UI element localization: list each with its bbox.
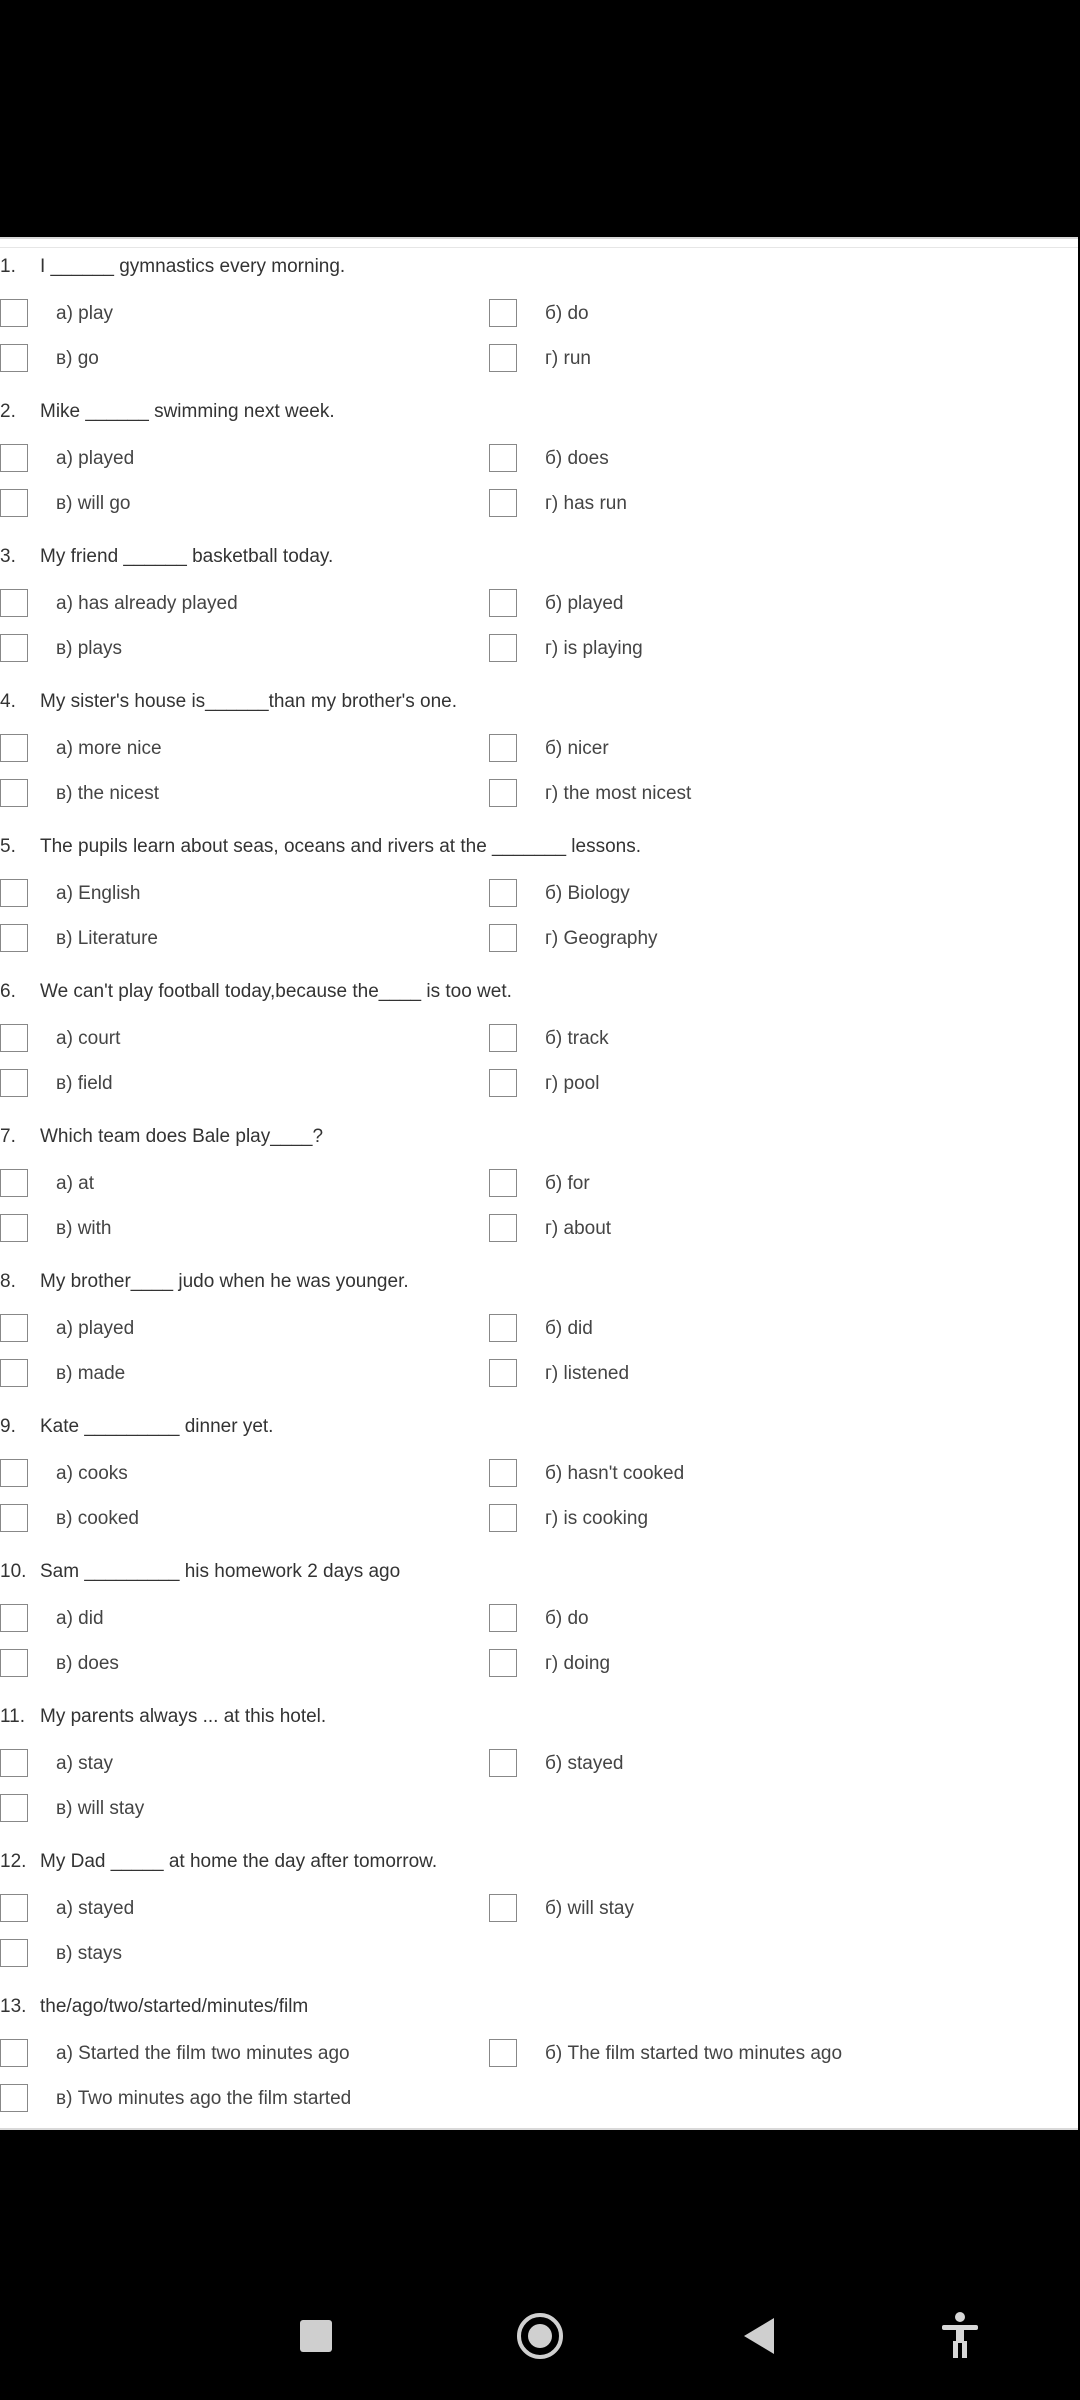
- option-label: в) with: [56, 1218, 112, 1239]
- system-navigation-bar: [0, 2160, 1080, 2400]
- top-black-area: [0, 0, 1080, 237]
- checkbox[interactable]: [0, 1169, 28, 1197]
- question-number: 6.: [0, 981, 16, 1002]
- option-label: a) stayed: [56, 1898, 135, 1919]
- question-7: [0, 1109, 1078, 1254]
- question-number: 11.: [0, 1706, 26, 1727]
- question-text: My Dad _____ at home the day after tomorrow.: [40, 1851, 438, 1872]
- checkbox[interactable]: [0, 1749, 28, 1777]
- checkbox[interactable]: [489, 1504, 517, 1532]
- question-text: My friend ______ basketball today.: [40, 546, 334, 567]
- option-label: a) stay: [56, 1753, 114, 1774]
- option-label: г) is playing: [545, 638, 643, 659]
- checkbox[interactable]: [0, 734, 28, 762]
- option-label: б) do: [545, 1608, 589, 1629]
- question-number: 1.: [0, 256, 16, 277]
- checkbox[interactable]: [489, 1459, 517, 1487]
- option-label: б) Biology: [545, 883, 630, 904]
- question-text: I ______ gymnastics every morning.: [40, 256, 346, 277]
- checkbox[interactable]: [489, 489, 517, 517]
- option-label: б) do: [545, 303, 589, 324]
- question-text: Kate _________ dinner yet.: [40, 1416, 274, 1437]
- checkbox[interactable]: [489, 2039, 517, 2067]
- square-recents-icon[interactable]: [300, 2320, 332, 2352]
- checkbox[interactable]: [489, 1894, 517, 1922]
- question-4: [0, 674, 1078, 819]
- question-number: 7.: [0, 1126, 16, 1147]
- checkbox[interactable]: [0, 1214, 28, 1242]
- checkbox[interactable]: [0, 1459, 28, 1487]
- checkbox[interactable]: [0, 1794, 28, 1822]
- option-label: в) Two minutes ago the film started: [56, 2088, 352, 2109]
- checkbox[interactable]: [489, 1649, 517, 1677]
- option-label: б) did: [545, 1318, 593, 1339]
- checkbox[interactable]: [0, 444, 28, 472]
- checkbox[interactable]: [0, 879, 28, 907]
- option-label: в) will stay: [56, 1798, 145, 1819]
- checkbox[interactable]: [489, 1169, 517, 1197]
- checkbox[interactable]: [489, 1024, 517, 1052]
- checkbox[interactable]: [0, 1894, 28, 1922]
- option-label: б) does: [545, 448, 609, 469]
- question-2: [0, 384, 1078, 529]
- checkbox[interactable]: [489, 779, 517, 807]
- checkbox[interactable]: [0, 1359, 28, 1387]
- document-page: [0, 237, 1078, 2130]
- option-label: г) run: [545, 348, 591, 369]
- option-label: б) played: [545, 593, 624, 614]
- option-label: б) stayed: [545, 1753, 624, 1774]
- question-text: the/ago/two/started/minutes/film: [40, 1996, 309, 2017]
- option-label: б) will stay: [545, 1898, 634, 1919]
- checkbox[interactable]: [489, 879, 517, 907]
- question-number: 12.: [0, 1851, 27, 1872]
- option-label: б) The film started two minutes ago: [545, 2043, 843, 2064]
- option-label: г) is cooking: [545, 1508, 649, 1529]
- option-label: г) about: [545, 1218, 612, 1239]
- question-text: Sam _________ his homework 2 days ago: [40, 1561, 401, 1582]
- checkbox[interactable]: [489, 1749, 517, 1777]
- checkbox[interactable]: [489, 1214, 517, 1242]
- option-label: в) Literature: [56, 928, 158, 949]
- option-label: a) cooks: [56, 1463, 128, 1484]
- checkbox[interactable]: [0, 489, 28, 517]
- option-label: a) play: [56, 303, 114, 324]
- option-label: в) plays: [56, 638, 123, 659]
- checkbox[interactable]: [489, 1359, 517, 1387]
- question-12: [0, 1834, 1078, 1979]
- checkbox[interactable]: [489, 734, 517, 762]
- checkbox[interactable]: [489, 1604, 517, 1632]
- checkbox[interactable]: [0, 589, 28, 617]
- checkbox[interactable]: [0, 634, 28, 662]
- checkbox[interactable]: [489, 1314, 517, 1342]
- option-label: a) played: [56, 448, 135, 469]
- option-label: a) English: [56, 883, 141, 904]
- option-label: в) cooked: [56, 1508, 139, 1529]
- option-label: в) made: [56, 1363, 126, 1384]
- option-label: в) does: [56, 1653, 119, 1674]
- option-label: a) court: [56, 1028, 121, 1049]
- question-11: [0, 1689, 1078, 1834]
- question-6: [0, 964, 1078, 1109]
- checkbox[interactable]: [489, 444, 517, 472]
- question-number: 3.: [0, 546, 16, 567]
- accessibility-person-icon[interactable]: [940, 2310, 980, 2360]
- option-label: г) listened: [545, 1363, 630, 1384]
- option-label: б) nicer: [545, 738, 609, 759]
- option-label: б) track: [545, 1028, 609, 1049]
- option-label: б) hasn't cooked: [545, 1463, 685, 1484]
- option-label: в) stays: [56, 1943, 123, 1964]
- checkbox[interactable]: [0, 1649, 28, 1677]
- option-label: г) Geography: [545, 928, 658, 949]
- triangle-back-icon[interactable]: [744, 2318, 774, 2354]
- option-label: в) go: [56, 348, 99, 369]
- checkbox[interactable]: [0, 1939, 28, 1967]
- option-label: a) played: [56, 1318, 135, 1339]
- option-label: в) field: [56, 1073, 113, 1094]
- circle-home-icon[interactable]: [517, 2313, 563, 2359]
- checkbox[interactable]: [0, 1069, 28, 1097]
- option-label: a) more nice: [56, 738, 162, 759]
- question-number: 13.: [0, 1996, 27, 2017]
- option-label: г) doing: [545, 1653, 611, 1674]
- option-label: г) pool: [545, 1073, 600, 1094]
- question-3: [0, 529, 1078, 674]
- option-label: в) the nicest: [56, 783, 160, 804]
- checkbox[interactable]: [0, 299, 28, 327]
- checkbox[interactable]: [0, 924, 28, 952]
- option-label: г) has run: [545, 493, 627, 514]
- option-label: г) the most nicest: [545, 783, 692, 804]
- question-number: 2.: [0, 401, 16, 422]
- option-label: в) will go: [56, 493, 131, 514]
- checkbox[interactable]: [0, 2039, 28, 2067]
- question-text: My parents always ... at this hotel.: [40, 1706, 327, 1727]
- question-10: [0, 1544, 1078, 1689]
- checkbox[interactable]: [0, 779, 28, 807]
- option-label: б) for: [545, 1173, 590, 1194]
- question-9: [0, 1399, 1078, 1544]
- checkbox[interactable]: [0, 344, 28, 372]
- question-5: [0, 819, 1078, 964]
- question-text: The pupils learn about seas, oceans and rivers at the _______ lessons.: [40, 836, 641, 857]
- question-number: 5.: [0, 836, 16, 857]
- question-number: 4.: [0, 691, 16, 712]
- checkbox[interactable]: [0, 1024, 28, 1052]
- option-label: a) at: [56, 1173, 95, 1194]
- question-text: My sister's house is______than my brother's one.: [40, 691, 458, 712]
- option-label: a) did: [56, 1608, 104, 1629]
- checkbox[interactable]: [0, 1504, 28, 1532]
- question-text: Which team does Bale play____?: [40, 1126, 324, 1147]
- checkbox[interactable]: [489, 299, 517, 327]
- checkbox[interactable]: [0, 2084, 28, 2112]
- checkbox[interactable]: [489, 924, 517, 952]
- question-text: Mike ______ swimming next week.: [40, 401, 335, 422]
- checkbox[interactable]: [489, 344, 517, 372]
- question-13: [0, 1979, 1078, 2124]
- option-label: a) Started the film two minutes ago: [56, 2043, 350, 2064]
- question-number: 10.: [0, 1561, 27, 1582]
- question-text: We can't play football today,because the____ is too wet.: [40, 981, 512, 1002]
- checkbox[interactable]: [489, 1069, 517, 1097]
- option-label: a) has already played: [56, 593, 238, 614]
- checkbox[interactable]: [0, 1604, 28, 1632]
- question-number: 9.: [0, 1416, 16, 1437]
- question-1: [0, 239, 1078, 384]
- checkbox[interactable]: [0, 1314, 28, 1342]
- question-text: My brother____ judo when he was younger.: [40, 1271, 409, 1292]
- question-number: 8.: [0, 1271, 16, 1292]
- checkbox[interactable]: [489, 589, 517, 617]
- question-8: [0, 1254, 1078, 1399]
- checkbox[interactable]: [489, 634, 517, 662]
